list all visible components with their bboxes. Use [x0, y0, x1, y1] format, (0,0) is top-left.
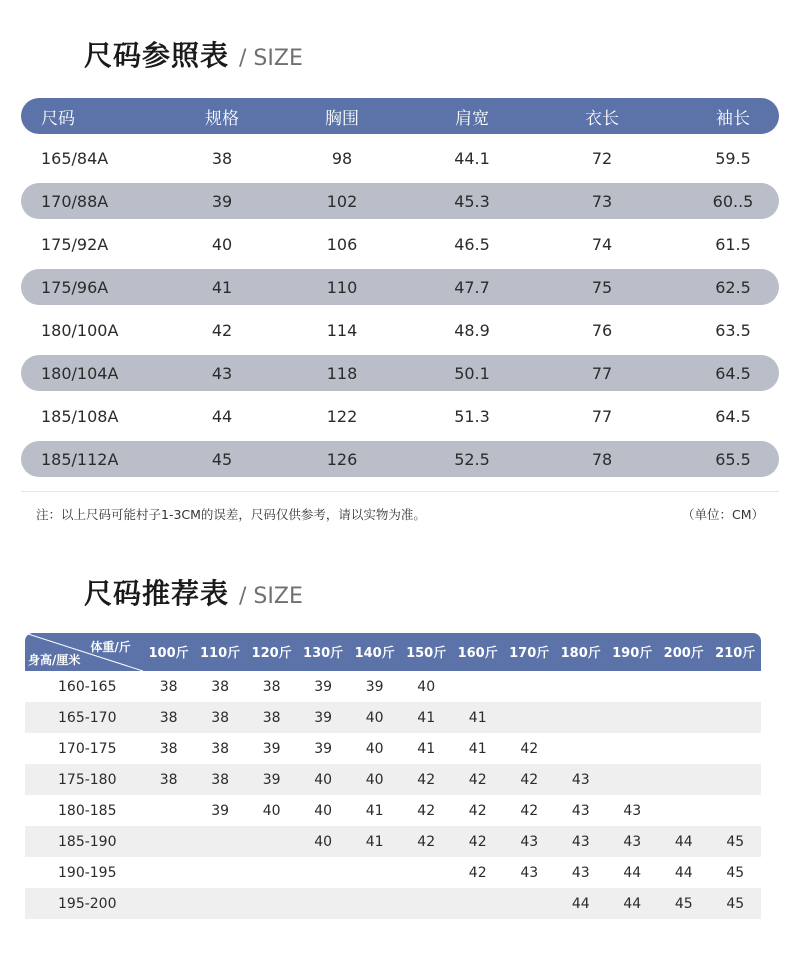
table-cell: 44: [674, 864, 693, 881]
table-cell: 41: [211, 277, 233, 297]
table-cell: 78: [591, 449, 613, 469]
table-cell: 45: [726, 864, 745, 881]
column-header: 袖长: [716, 108, 750, 129]
table-cell: 45: [211, 449, 233, 469]
table-cell: 170/88A: [41, 191, 109, 211]
table-cell: 48.9: [454, 320, 490, 340]
table-row: [25, 857, 761, 888]
table-row: [25, 764, 761, 795]
size-recommendation-title-sub: / SIZE: [239, 584, 303, 609]
table-cell: 38: [211, 740, 230, 757]
table-row: [25, 702, 761, 733]
size-reference-table: [21, 98, 779, 484]
table-cell: 62.5: [715, 277, 751, 297]
table-cell: 175/96A: [41, 277, 109, 297]
table-row: [21, 183, 779, 219]
weight-column-header: 130斤: [303, 646, 344, 661]
table-cell: 43: [571, 771, 590, 788]
table-cell: 43: [571, 864, 590, 881]
table-cell: 41: [468, 740, 487, 757]
table-cell: 77: [591, 363, 613, 383]
weight-column-header: 120斤: [251, 646, 292, 661]
size-recommendation-title: [84, 572, 303, 612]
table-cell: 42: [468, 802, 487, 819]
table-cell: 42: [520, 802, 539, 819]
table-cell: 98: [331, 148, 353, 168]
table-cell: 180/100A: [41, 320, 119, 340]
weight-column-header: 140斤: [354, 646, 395, 661]
table-cell: 38: [159, 709, 178, 726]
table-cell: 42: [520, 771, 539, 788]
table-cell: 50.1: [454, 363, 490, 383]
table-cell: 40: [314, 802, 333, 819]
table-cell: 65.5: [715, 449, 751, 469]
table-cell: 39: [314, 678, 333, 695]
table-cell: 45: [726, 833, 745, 850]
table-row: [21, 140, 779, 176]
table-cell: 42: [211, 320, 233, 340]
table-cell: 180/104A: [41, 363, 119, 383]
table-cell: 42: [468, 833, 487, 850]
weight-column-header: 160斤: [457, 646, 498, 661]
table-cell: 165/84A: [41, 148, 109, 168]
table-cell: 61.5: [715, 234, 751, 254]
table-cell: 41: [365, 833, 384, 850]
table-cell: 40: [365, 709, 384, 726]
table-cell: 44: [623, 895, 642, 912]
height-range-label: 195-200: [58, 895, 117, 912]
table-cell: 126: [326, 449, 358, 469]
table-cell: 42: [520, 740, 539, 757]
table-cell: 60..5: [712, 191, 754, 211]
weight-column-header: 210斤: [715, 646, 756, 661]
measurement-note: 注：以上尺码可能村子1-3CM的误差，尺码仅供参考，请以实物为准。: [36, 507, 426, 522]
table-cell: 44: [211, 406, 233, 426]
table-cell: 175/92A: [41, 234, 109, 254]
table-row: [21, 269, 779, 305]
divider: [21, 491, 779, 492]
table-row: [21, 398, 779, 434]
table-cell: 43: [623, 833, 642, 850]
table-cell: 102: [326, 191, 358, 211]
table-cell: 43: [571, 833, 590, 850]
table-cell: 52.5: [454, 449, 490, 469]
table-cell: 38: [262, 678, 281, 695]
height-range-label: 160-165: [58, 678, 117, 695]
weight-column-header: 170斤: [509, 646, 550, 661]
table-cell: 39: [262, 740, 281, 757]
table-cell: 40: [262, 802, 281, 819]
table-cell: 114: [326, 320, 358, 340]
height-range-label: 175-180: [58, 771, 117, 788]
table-cell: 40: [314, 771, 333, 788]
table-cell: 45.3: [454, 191, 490, 211]
table-cell: 74: [591, 234, 613, 254]
column-header: 规格: [205, 108, 239, 129]
unit-note: （单位：CM）: [681, 507, 764, 522]
table-cell: 38: [211, 148, 233, 168]
table-cell: 41: [468, 709, 487, 726]
table-row: [25, 795, 761, 826]
column-header: 肩宽: [455, 108, 489, 129]
table-cell: 39: [365, 678, 384, 695]
table-row: [25, 826, 761, 857]
table-cell: 40: [365, 771, 384, 788]
table-cell: 39: [314, 709, 333, 726]
table-cell: 185/108A: [41, 406, 119, 426]
weight-column-header: 100斤: [148, 646, 189, 661]
size-recommendation-title-main: 尺码推荐表: [84, 577, 230, 610]
table-cell: 46.5: [454, 234, 490, 254]
table-row: [25, 888, 761, 919]
table-cell: 42: [468, 771, 487, 788]
column-header: 胸围: [325, 108, 359, 129]
table-cell: 43: [623, 802, 642, 819]
table-cell: 39: [211, 191, 233, 211]
weight-column-header: 110斤: [200, 646, 241, 661]
table-cell: 41: [417, 709, 436, 726]
table-cell: 64.5: [715, 363, 751, 383]
height-axis-label: 身高/厘米: [28, 653, 81, 667]
weight-axis-label: 体重/斤: [90, 640, 131, 654]
table-cell: 44.1: [454, 148, 490, 168]
table-row: [25, 671, 761, 702]
table-cell: 44: [571, 895, 590, 912]
table-cell: 38: [211, 709, 230, 726]
table-cell: 77: [591, 406, 613, 426]
table-cell: 122: [326, 406, 358, 426]
column-header: 尺码: [41, 108, 75, 129]
height-range-label: 185-190: [58, 833, 117, 850]
table-cell: 40: [211, 234, 233, 254]
table-cell: 41: [365, 802, 384, 819]
table-cell: 38: [159, 771, 178, 788]
table-cell: 44: [623, 864, 642, 881]
size-reference-title-main: 尺码参照表: [84, 39, 230, 72]
table-header-row: [25, 633, 761, 671]
table-cell: 43: [571, 802, 590, 819]
table-cell: 110: [326, 277, 358, 297]
table-cell: 45: [674, 895, 693, 912]
table-cell: 42: [417, 802, 436, 819]
header-corner: [25, 633, 143, 671]
table-cell: 43: [211, 363, 233, 383]
table-cell: 38: [211, 678, 230, 695]
height-range-label: 190-195: [58, 864, 117, 881]
size-reference-title-sub: / SIZE: [239, 46, 303, 71]
table-cell: 41: [417, 740, 436, 757]
table-row: [21, 355, 779, 391]
table-cell: 42: [417, 771, 436, 788]
height-range-label: 170-175: [58, 740, 117, 757]
table-cell: 43: [520, 833, 539, 850]
table-cell: 72: [591, 148, 613, 168]
height-range-label: 180-185: [58, 802, 117, 819]
table-cell: 39: [314, 740, 333, 757]
table-cell: 45: [726, 895, 745, 912]
table-cell: 40: [365, 740, 384, 757]
table-cell: 118: [326, 363, 358, 383]
table-cell: 76: [591, 320, 613, 340]
table-row: [21, 226, 779, 262]
table-cell: 73: [591, 191, 613, 211]
column-header: 衣长: [585, 108, 619, 129]
table-cell: 64.5: [715, 406, 751, 426]
table-cell: 40: [417, 678, 436, 695]
table-cell: 44: [674, 833, 693, 850]
table-cell: 63.5: [715, 320, 751, 340]
height-range-label: 165-170: [58, 709, 117, 726]
table-cell: 38: [211, 771, 230, 788]
table-header-row: [21, 98, 779, 134]
table-cell: 38: [159, 678, 178, 695]
table-cell: 39: [211, 802, 230, 819]
size-reference-title: [84, 34, 303, 74]
weight-column-header: 180斤: [560, 646, 601, 661]
table-row: [21, 312, 779, 348]
table-cell: 106: [326, 234, 358, 254]
weight-column-header: 200斤: [663, 646, 704, 661]
table-cell: 51.3: [454, 406, 490, 426]
table-cell: 43: [520, 864, 539, 881]
table-cell: 39: [262, 771, 281, 788]
table-row: [25, 733, 761, 764]
table-cell: 38: [159, 740, 178, 757]
size-recommendation-table: [25, 633, 761, 919]
table-cell: 42: [417, 833, 436, 850]
weight-column-header: 190斤: [612, 646, 653, 661]
table-cell: 40: [314, 833, 333, 850]
table-cell: 185/112A: [41, 449, 119, 469]
table-cell: 38: [262, 709, 281, 726]
table-row: [21, 441, 779, 477]
weight-column-header: 150斤: [406, 646, 447, 661]
table-cell: 42: [468, 864, 487, 881]
table-cell: 75: [591, 277, 613, 297]
table-cell: 47.7: [454, 277, 490, 297]
table-cell: 59.5: [715, 148, 751, 168]
